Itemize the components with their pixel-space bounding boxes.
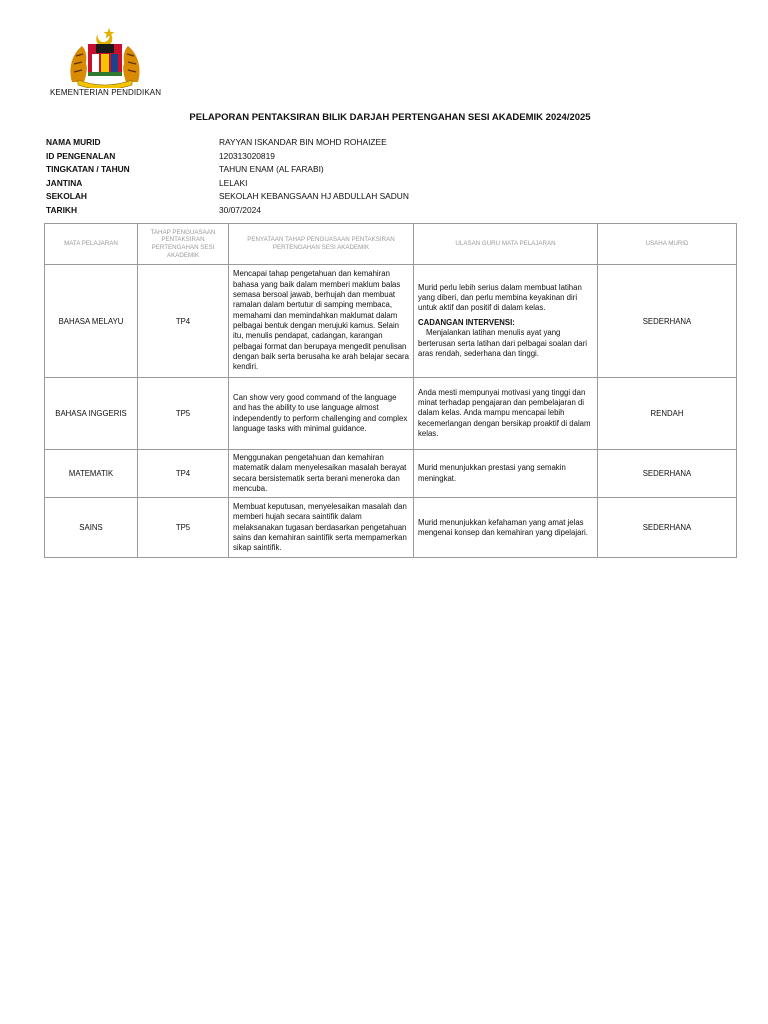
subject-cell: BAHASA INGGERIS (45, 378, 138, 450)
table-row (45, 378, 737, 450)
student-name-label: NAMA MURID (46, 137, 101, 147)
student-id-value: 120313020819 (219, 150, 275, 161)
statement-cell: Mencapai tahap pengetahuan dan kemahiran bahasa yang baik dalam memberi maklum balas semasa bersoal jawab, berhujah dan membuat ramalan dalam bertutur di samping membaca, memahami dan memindahkan maklumat dalam pelbagai bentuk dengan merujuki kamus. Selain itu, menulis pendapat, cadangan, karangan pelbagai format dan berupaya mengedit penulisan dengan baik serta berusaha ke arah belajar secara kendiri. (229, 265, 414, 378)
student-gender-label: JANTINA (46, 177, 83, 188)
student-class-row (46, 163, 409, 177)
report-date-value: 30/07/2024 (219, 204, 261, 215)
student-gender-row (46, 177, 409, 191)
header-effort: USAHA MURID (598, 224, 737, 265)
comment-text: Murid perlu lebih serius dalam membuat latihan yang diberi, dan perlu membina keyakinan diri untuk aktif dan positif di dalam kelas. (418, 282, 582, 313)
level-cell: TP5 (138, 498, 229, 558)
student-info (46, 136, 409, 217)
student-class-label: TINGKATAN / TAHUN (46, 164, 130, 174)
comment-cell: Murid menunjukkan prestasi yang semakin meningkat. (414, 450, 598, 498)
intervention-text: Menjalankan latihan menulis ayat yang berterusan serta latihan dari pelbagai soalan dari aras rendah, sederhana dan tinggi. (418, 328, 588, 358)
effort-cell: SEDERHANA (598, 498, 737, 558)
header-subject: MATA PELAJARAN (45, 224, 138, 265)
report-date-label: TARIKH (46, 204, 78, 215)
ministry-name: KEMENTERIAN PENDIDIKAN (50, 88, 162, 97)
assessment-table (44, 223, 737, 558)
comment-cell: Murid menunjukkan kefahaman yang amat jelas mengenai konsep dan kemahiran yang dipelajari. (414, 498, 598, 558)
subject-cell: SAINS (45, 498, 138, 558)
report-title: PELAPORAN PENTAKSIRAN BILIK DARJAH PERTENGAHAN SESI AKADEMIK 2024/2025 (189, 112, 591, 123)
subject-cell: BAHASA MELAYU (45, 265, 138, 378)
student-class-value: TAHUN ENAM (AL FARABI) (219, 164, 324, 174)
table-row (45, 498, 737, 558)
student-gender-value: LELAKI (219, 177, 248, 188)
table-header-row (45, 224, 737, 265)
statement-cell: Can show very good command of the language and has the ability to use language almost independently to perform challenging and complex language tasks with minimal guidance. (229, 378, 414, 450)
header-teacher-comment: ULASAN GURU MATA PELAJARAN (414, 224, 598, 265)
student-id-row (46, 150, 409, 164)
student-school-label: SEKOLAH (46, 191, 87, 201)
student-school-row (46, 190, 409, 204)
header-level: TAHAP PENGUASAAN PENTAKSIRAN PERTENGAHAN SESI AKADEMIK (138, 224, 229, 265)
intervention-label: CADANGAN INTERVENSI: (418, 317, 515, 327)
level-cell: TP4 (138, 265, 229, 378)
comment-cell: Anda mesti mempunyai motivasi yang tinggi dan minat terhadap pengajaran dan pembelajaran di dalam kelas. Anda mampu mencapai lebih kecemerlangan dengan bersikap proaktif di dalam kelas. (414, 378, 598, 450)
student-name-value: RAYYAN ISKANDAR BIN MOHD ROHAIZEE (219, 137, 387, 147)
statement-cell: Membuat keputusan, menyelesaikan masalah dan memberi hujah secara saintifik dalam melaksanakan tugasan berdasarkan pengetahuan sains dan kemahiran saintifik serta mempamerkan sikap saintifik. (229, 498, 414, 558)
effort-cell: SEDERHANA (598, 265, 737, 378)
student-name-row (46, 136, 409, 150)
student-id-label: ID PENGENALAN (46, 150, 116, 161)
subject-cell: MATEMATIK (45, 450, 138, 498)
coat-of-arms-logo (62, 24, 148, 88)
comment-cell (414, 265, 598, 378)
statement-cell: Menggunakan pengetahuan dan kemahiran matematik dalam menyelesaikan masalah berayat secara bersistematik serta berani meneroka dan mencuba. (229, 450, 414, 498)
level-cell: TP5 (138, 378, 229, 450)
report-date-row (46, 204, 409, 218)
table-row (45, 265, 737, 378)
student-school-value: SEKOLAH KEBANGSAAN HJ ABDULLAH SADUN (219, 191, 409, 201)
level-cell: TP4 (138, 450, 229, 498)
header-statement: PENYATAAN TAHAP PENGUASAAN PENTAKSIRAN PERTENGAHAN SESI AKADEMIK (229, 224, 414, 265)
table-row (45, 450, 737, 498)
effort-cell: RENDAH (598, 378, 737, 450)
effort-cell: SEDERHANA (598, 450, 737, 498)
